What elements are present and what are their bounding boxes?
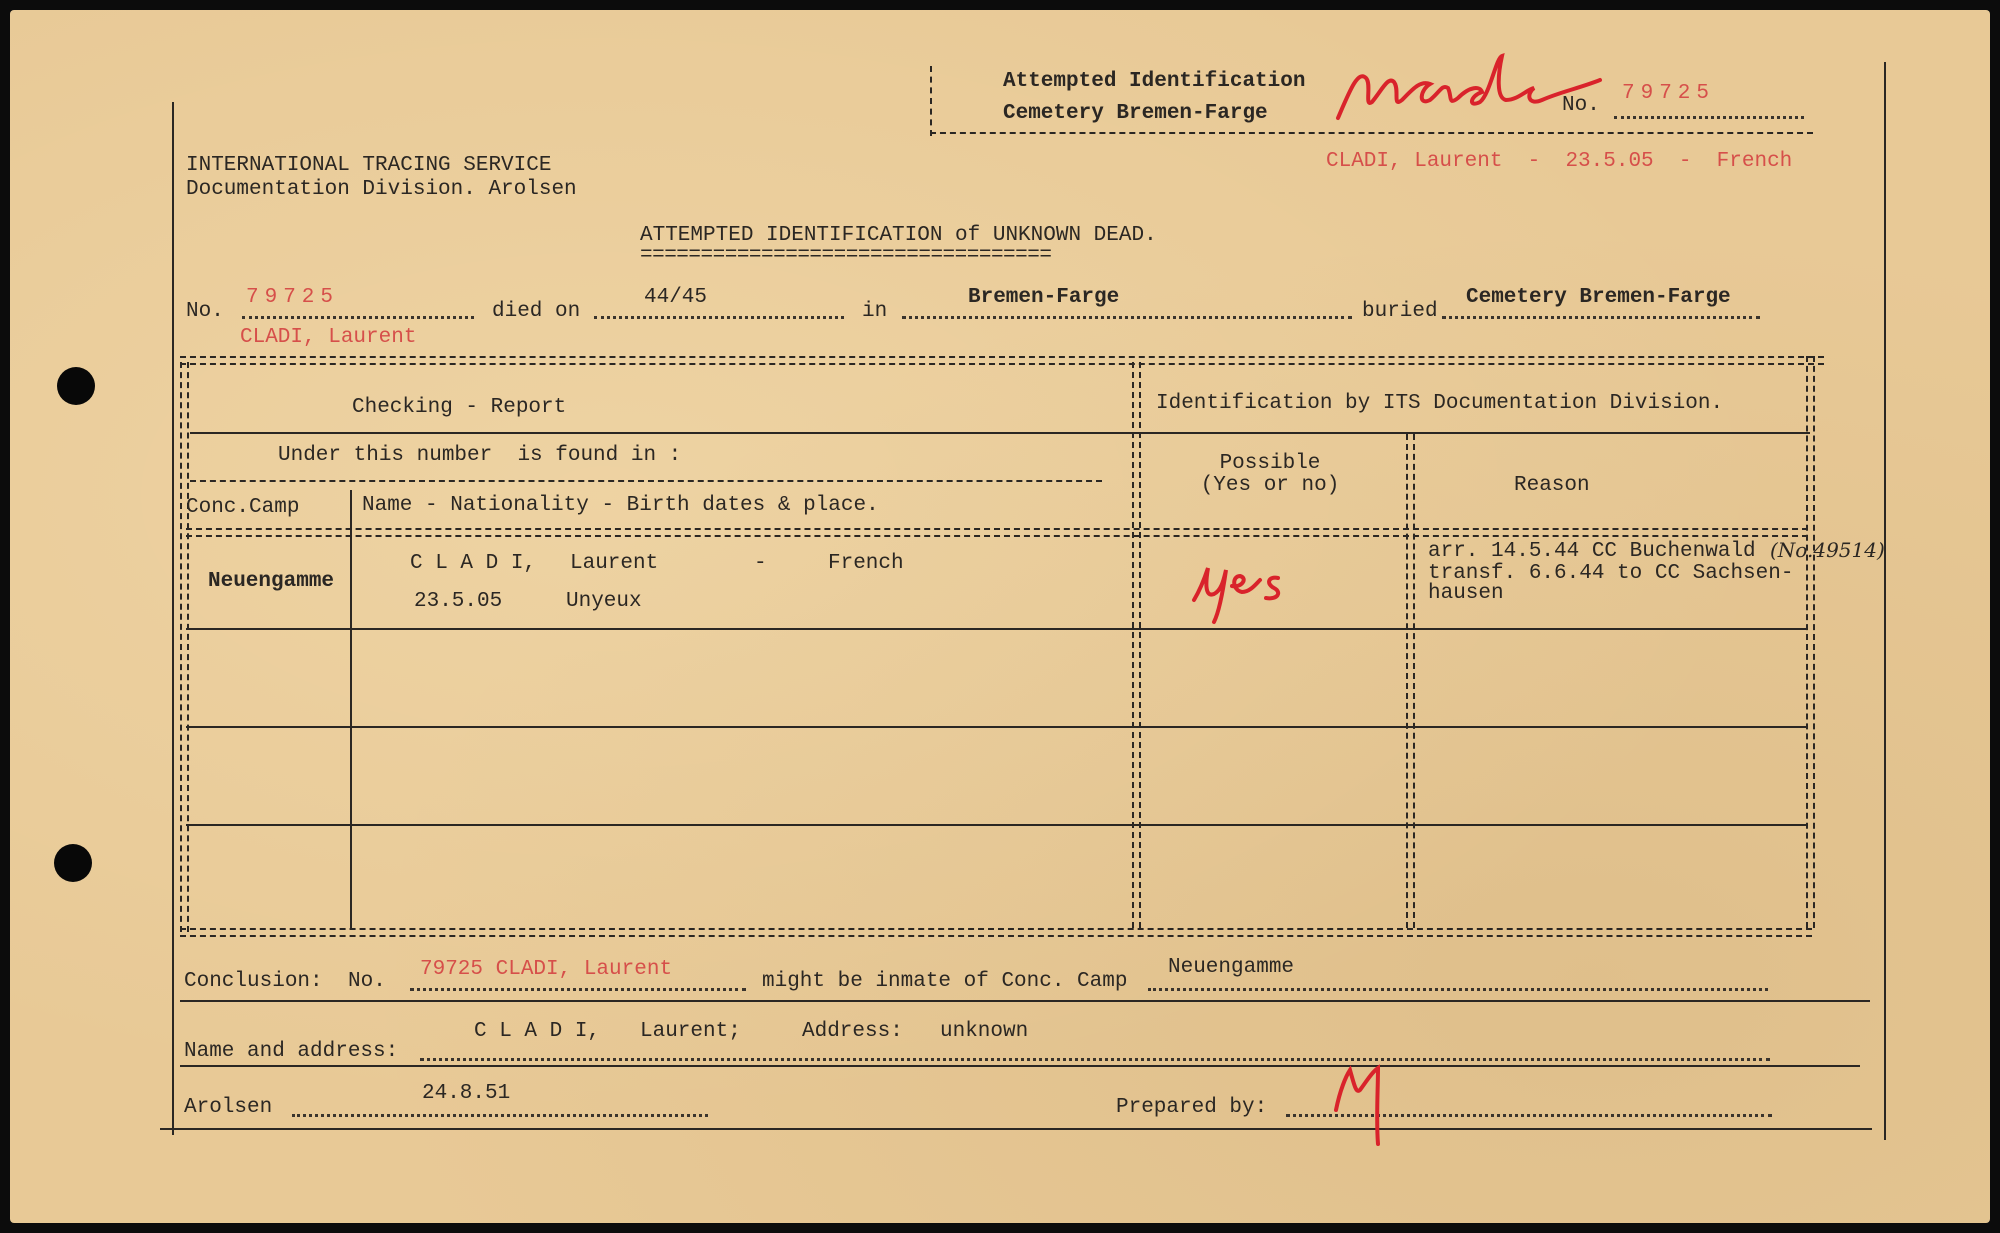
col-name-header: Name - Nationality - Birth dates & place. <box>362 494 879 517</box>
table-bottom-border <box>180 928 1812 937</box>
row-camp: Neuengamme <box>208 570 335 593</box>
stamp-line-2: Cemetery Bremen-Farge <box>1003 102 1268 125</box>
frame-bottom <box>160 1128 1872 1130</box>
name-address-rule <box>180 1065 1860 1067</box>
table-colhead-line <box>186 528 1808 537</box>
footer-date: 24.8.51 <box>422 1082 511 1105</box>
col-reason-header: Reason <box>1514 474 1590 497</box>
table-mid-divider <box>1132 362 1141 928</box>
table-camp-divider <box>350 490 352 928</box>
name-address-label: Name and address: <box>184 1040 399 1063</box>
address-label: Address: <box>802 1020 903 1043</box>
handwritten-made-mark <box>1330 50 1610 130</box>
record-no-label: No. <box>186 300 224 323</box>
table-top-border <box>180 356 1824 365</box>
conclusion-camp: Neuengamme <box>1168 956 1295 979</box>
org-line-1: INTERNATIONAL TRACING SERVICE <box>186 154 552 177</box>
under-number-text: Under this number is found in : <box>278 444 682 467</box>
row-reason-1: arr. 14.5.44 CC Buchenwald <box>1428 540 1756 563</box>
record-died-value: 44/45 <box>644 286 708 309</box>
record-in-dots <box>902 316 1352 319</box>
handwritten-made-text: made <box>1330 50 1333 51</box>
frame-left <box>172 102 174 1135</box>
conclusion-label: Conclusion: <box>184 970 323 993</box>
address-value: unknown <box>940 1020 1029 1043</box>
conclusion-camp-dots <box>1148 988 1768 991</box>
record-no-dots <box>242 316 474 319</box>
table-reason-divider <box>1406 434 1415 928</box>
table-row1-line <box>186 628 1808 630</box>
index-card <box>10 10 1990 1223</box>
row-reason-handwritten: (No.49514) <box>1770 538 1885 562</box>
frame-right <box>1884 62 1886 1140</box>
checking-report-header: Checking - Report <box>352 396 567 419</box>
row-reason-3: hausen <box>1428 582 1504 605</box>
record-in-value: Bremen-Farge <box>968 286 1120 309</box>
row-nationality: French <box>828 552 904 575</box>
stamp-no-dots <box>1614 116 1804 119</box>
record-buried-label: buried <box>1362 300 1438 323</box>
form-title: ATTEMPTED IDENTIFICATION of UNKNOWN DEAD. <box>640 224 1157 247</box>
table-right-border <box>1806 356 1815 928</box>
table-row3-line <box>186 824 1808 826</box>
form-title-underline: ================================== <box>640 244 1052 267</box>
punch-hole-bottom <box>54 844 92 882</box>
red-header-line: CLADI, Laurent - 23.5.05 - French <box>1326 150 1793 173</box>
punch-hole-top <box>57 367 95 405</box>
table-under-line <box>190 480 1102 482</box>
org-line-2: Documentation Division. Arolsen <box>186 178 577 201</box>
conclusion-red-value: 79725 CLADI, Laurent <box>420 958 673 981</box>
name-address-name: C L A D I, <box>474 1020 601 1043</box>
record-died-label: died on <box>492 300 581 323</box>
name-address-first: Laurent; <box>640 1020 741 1043</box>
record-no-value: 79725 <box>246 286 340 309</box>
stamp-line-1: Attempted Identification <box>1003 70 1306 93</box>
stamp-no-value: 79725 <box>1622 82 1716 105</box>
row-reason-2: transf. 6.6.44 to CC Sachsen- <box>1428 562 1794 585</box>
row-birth-place: Unyeux <box>566 590 642 613</box>
col-possible-header-1: Possible <box>1219 452 1321 475</box>
stamp-box-left <box>930 66 932 136</box>
conclusion-no-label: No. <box>348 970 386 993</box>
row-birth-date: 23.5.05 <box>414 590 503 613</box>
handwritten-yes-text: yes <box>1186 550 1188 551</box>
record-died-dots <box>594 316 844 319</box>
row-name: C L A D I, <box>410 552 537 575</box>
table-row2-line <box>186 726 1808 728</box>
record-red-name: CLADI, Laurent <box>240 326 417 349</box>
col-possible-header-2: (Yes or no) <box>1200 474 1340 497</box>
name-address-dots <box>420 1058 1770 1061</box>
identification-header: Identification by ITS Documentation Division. <box>1156 392 1724 415</box>
signature-initial-mark <box>1328 1060 1398 1150</box>
col-camp-header: Conc.Camp <box>186 496 300 519</box>
conclusion-middle-text: might be inmate of Conc. Camp <box>762 970 1128 993</box>
record-in-label: in <box>862 300 888 323</box>
footer-date-dots <box>292 1114 708 1117</box>
table-left-border <box>180 362 189 932</box>
row-dash: - <box>754 552 767 575</box>
prepared-by-label: Prepared by: <box>1116 1096 1268 1119</box>
conclusion-no-dots <box>410 988 746 991</box>
footer-place: Arolsen <box>184 1096 273 1119</box>
row-first-name: Laurent <box>570 552 659 575</box>
stamp-box-bottom <box>930 132 1813 134</box>
conclusion-rule <box>180 1000 1870 1002</box>
stamp-no-label: No. <box>1562 94 1600 117</box>
record-buried-dots <box>1442 316 1760 319</box>
handwritten-yes-mark <box>1186 550 1306 630</box>
table-header-line <box>190 432 1810 434</box>
record-buried-value: Cemetery Bremen-Farge <box>1466 286 1731 309</box>
